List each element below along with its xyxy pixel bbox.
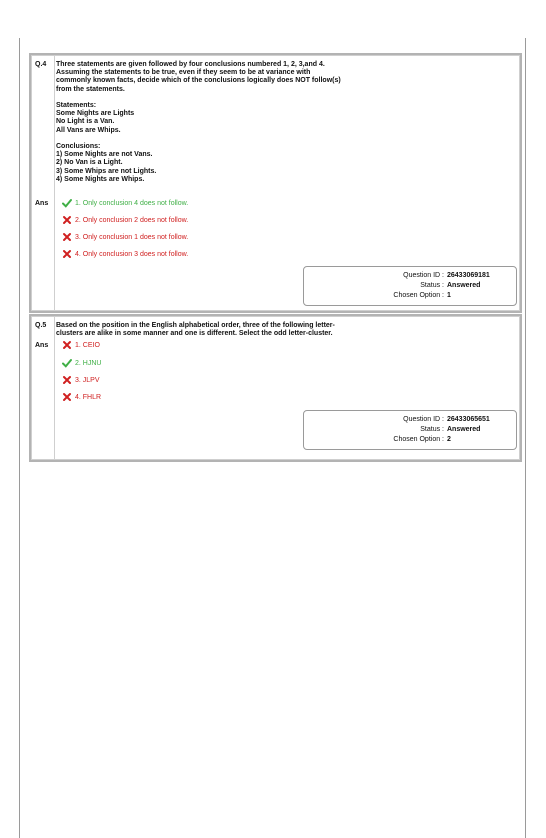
check-icon [62,358,72,368]
option-text: 4. FHLR [75,393,102,401]
chosen-option-row [393,292,451,299]
option-1 [62,340,100,350]
option-4 [62,249,188,259]
cross-icon [62,340,72,350]
cross-icon [62,232,72,242]
option-text: 2. Only conclusion 2 does not follow. [75,216,189,224]
question-id-label: Question ID : [403,272,444,279]
question-card-4 [29,53,522,313]
answer-label: Ans [35,200,49,207]
option-2 [62,358,101,368]
page-border-left [19,38,20,838]
option-3 [62,232,188,242]
option-4 [62,392,101,402]
question-id-row [403,416,490,423]
cross-icon [62,375,72,385]
question-text: Three statements are given followed by four conclusions numbered 1, 2, 3,and 4. Assuming the statements to be true, even if they seem to be at variance with commonly known facts, decide which of the conclusions logically does NOT follow(s) from the statements. Statements: Some Nights are Lights No Light is a Van. All Vans are Whips. Conclusions: 1) Some Nights are not Vans. 2) No Van is a Light. 3) Some Whips are not Lights. 4) Some Nights are Whips. [56,61,341,183]
option-2 [62,215,188,225]
option-text: 1. CEIO [75,341,100,349]
option-3 [62,375,100,385]
question-card-5 [29,314,522,462]
question-number: Q.4 [35,61,47,68]
option-text: 4. Only conclusion 3 does not follow. [75,250,189,258]
status-row [420,426,481,433]
chosen-option-row [393,436,451,443]
cross-icon [62,392,72,402]
question-id-label: Question ID : [403,416,444,423]
option-text: 3. JLPV [75,376,100,384]
check-icon [62,198,72,208]
column-divider [54,55,55,311]
page-border-right [525,38,526,838]
question-id-value: 26433065651 [447,416,490,423]
answer-label: Ans [35,342,49,349]
status-value: Answered [447,426,481,433]
option-text: 2. HJNU [75,359,102,367]
column-divider [54,316,55,460]
option-text: 3. Only conclusion 1 does not follow. [75,233,189,241]
cross-icon [62,249,72,259]
option-text: 1. Only conclusion 4 does not follow. [75,199,189,207]
chosen-option-value: 1 [447,292,451,299]
question-id-row [403,272,490,279]
option-1 [62,198,188,208]
status-value: Answered [447,282,481,289]
status-label: Status : [420,282,444,289]
status-label: Status : [420,426,444,433]
question-id-value: 26433069181 [447,272,490,279]
chosen-option-value: 2 [447,436,451,443]
question-info-box [303,410,517,450]
question-text: Based on the position in the English alphabetical order, three of the following letter- clusters are alike in some manner and one is different. Select the odd letter-cluster. [56,322,335,338]
question-info-box [303,266,517,306]
status-row [420,282,481,289]
cross-icon [62,215,72,225]
question-number: Q.5 [35,322,47,329]
chosen-option-label: Chosen Option : [393,436,444,443]
chosen-option-label: Chosen Option : [393,292,444,299]
